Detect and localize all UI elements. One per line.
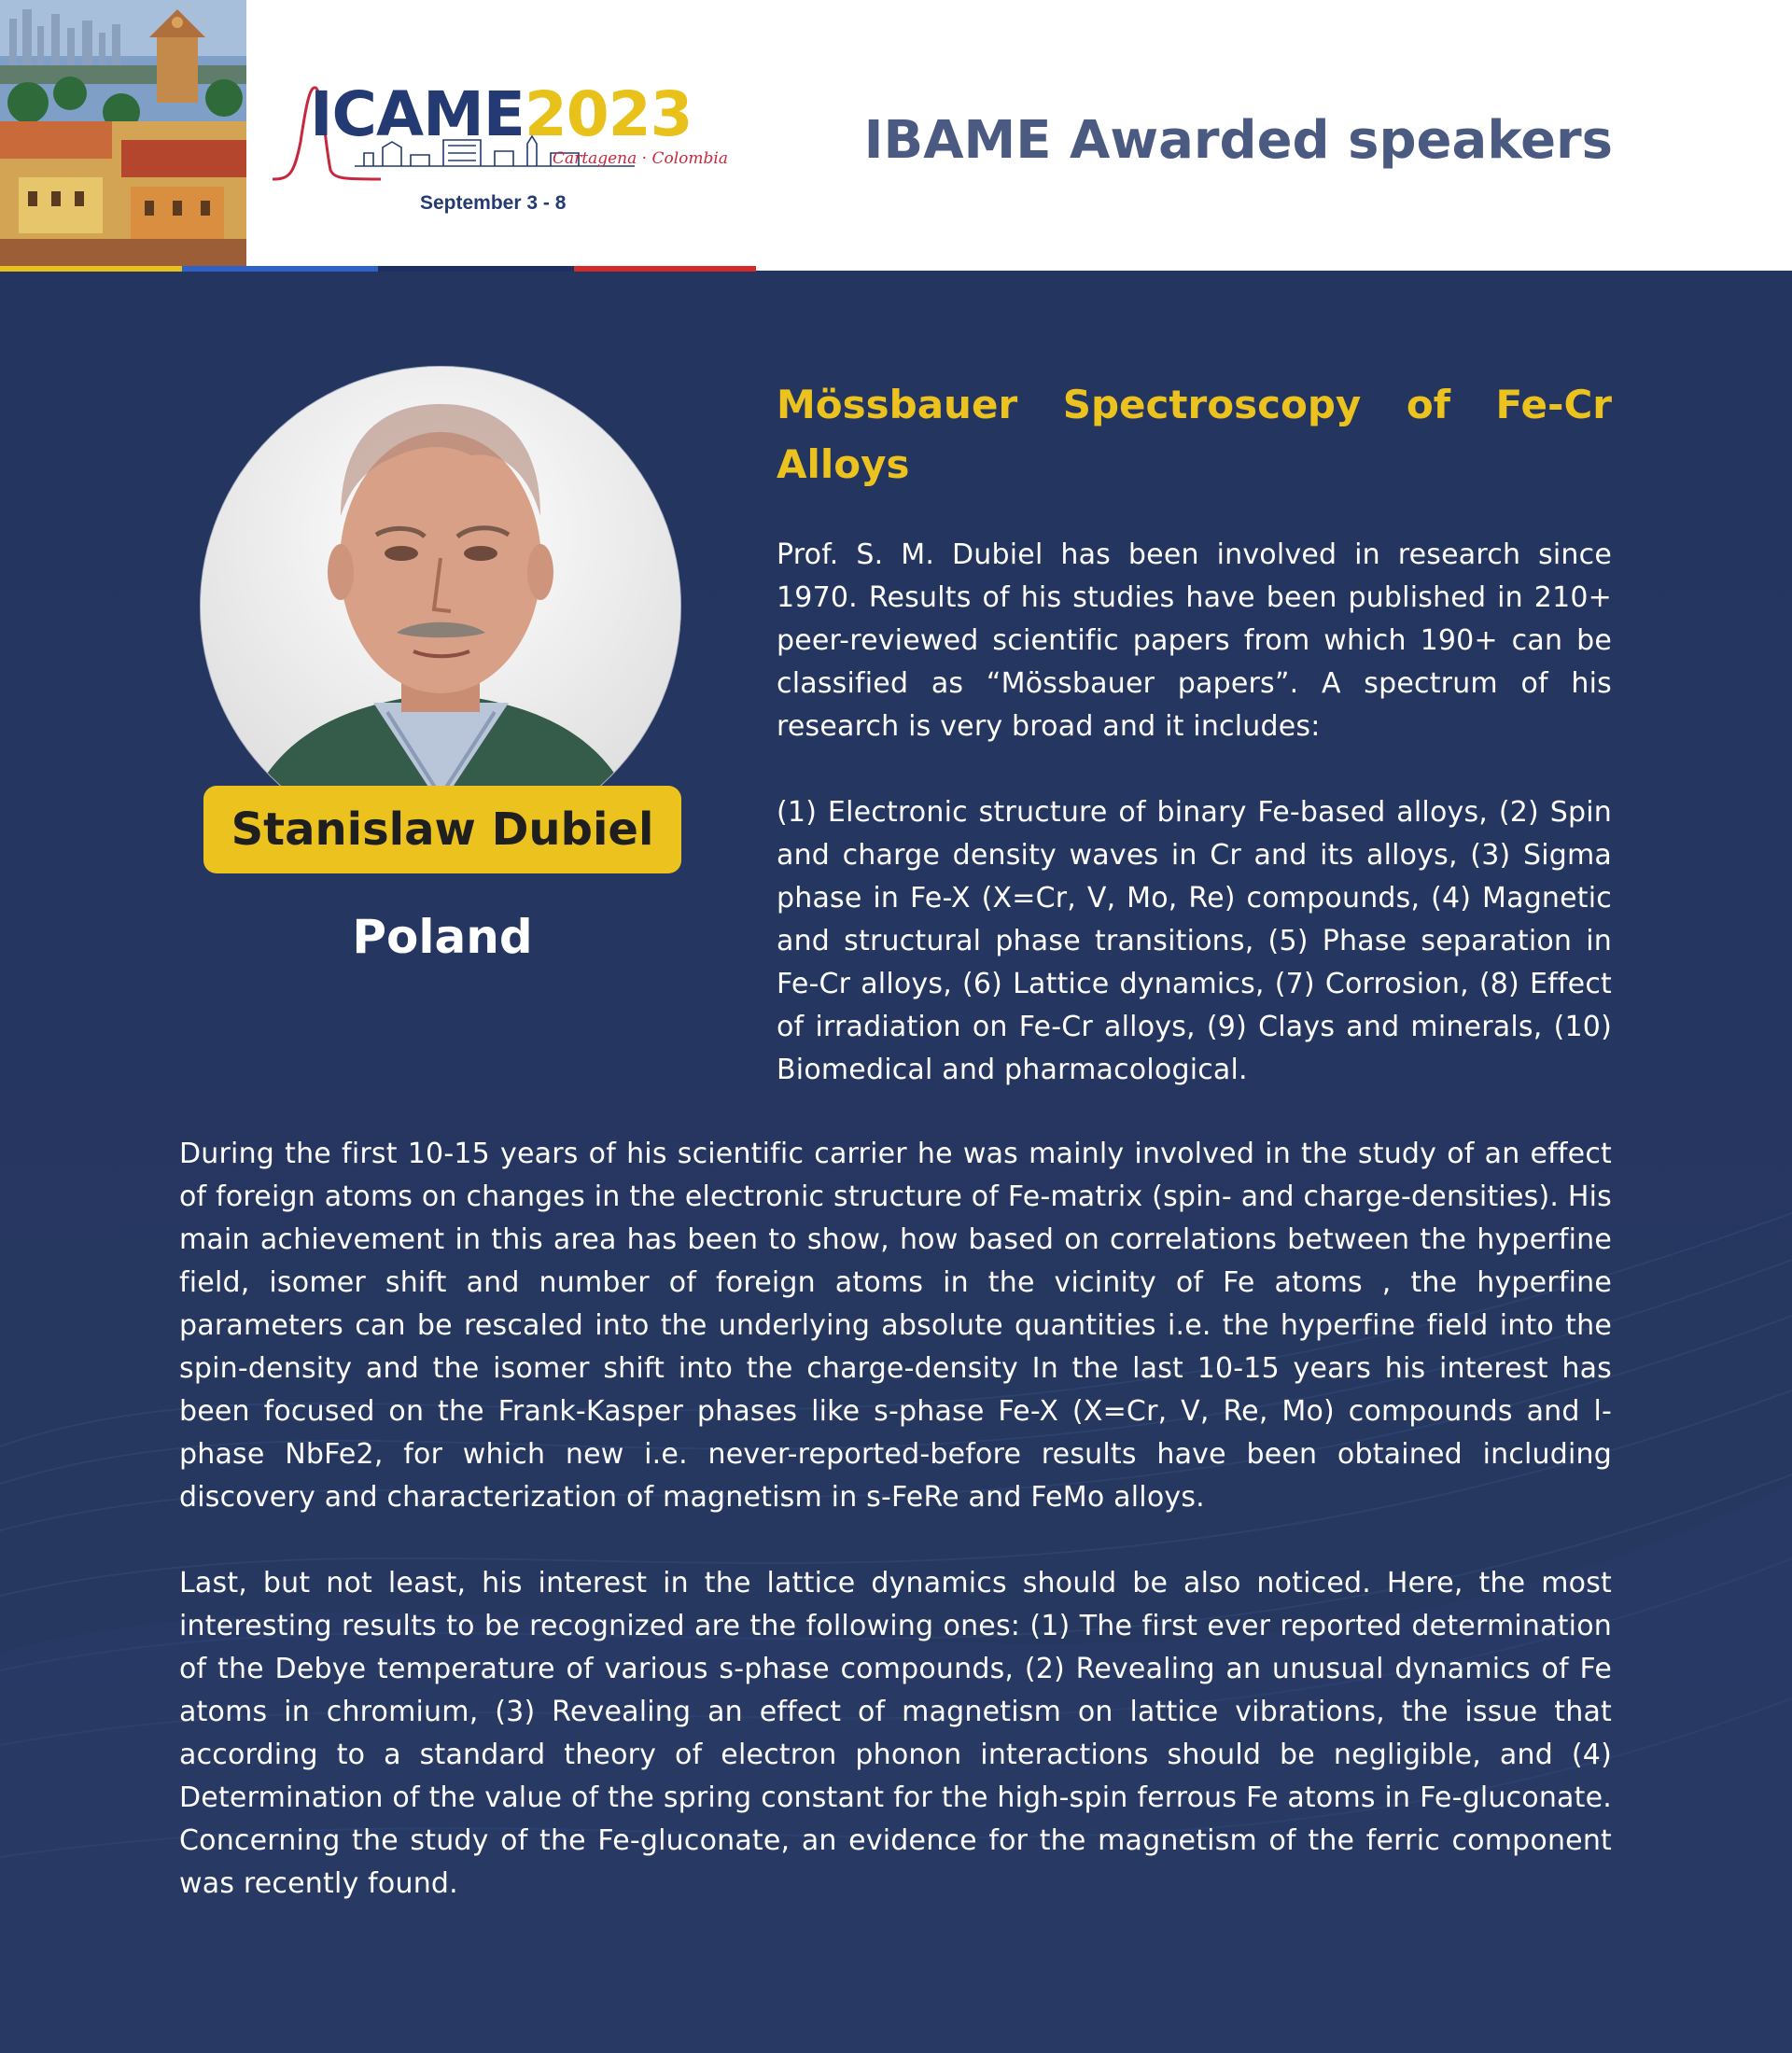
cartagena-city-photo	[0, 0, 246, 267]
logo-icame: ICAME	[310, 78, 525, 150]
speaker-photo	[201, 367, 680, 846]
bio-paragraph: Last, but not least, his interest in the lattice dynamics should be also noticed. Here, the most interesting results to be recognized are the following ones: (1) The first ever reported determination of the Debye temperature of various s-phase compounds, (2) Revealing an unusual dynamics of Fe atoms in chromium, (3) Revealing an effect of magnetism on lattice vibrations, the issue that according to a standard theory of electron phonon interactions should be negligible, and (4) Determination of the value of the spring constant for the high-spin ferrous Fe atoms in Fe-gluconate. Concerning the study of the Fe-gluconate, an evidence for the magnetism of the ferric component was recently found.	[179, 1567, 1612, 1900]
logo-year: 2023	[524, 78, 693, 150]
talk-title: Mössbauer Spectroscopy of Fe-Cr Alloys	[777, 382, 1612, 487]
bio-paragraph: Prof. S. M. Dubiel has been involved in research since 1970. Results of his studies have been published in 210+ peer-reviewed scientific papers from which 190+ can be classified as “Mössbauer papers”. A spectrum of his research is very broad and it includes:	[777, 538, 1612, 743]
speaker-portrait	[201, 367, 680, 846]
bio-paragraph: During the first 10-15 years of his scientific carrier he was mainly involved in the study of an effect of foreign atoms on changes in the electronic structure of Fe-matrix (spin- and charge-densities). His main achievement in this area has been to show, how based on correlations between the hyperfine field, isomer shift and number of foreign atoms in the vicinity of Fe atoms , the hyperfine parameters can be rescaled into the underlying absolute quantities i.e. the hyperfine field into the spin-density and the isomer shift into the charge-density In the last 10-15 years his interest has been focused on the Frank-Kasper phases like s-phase Fe-X (X=Cr, V, Re, Mo) compounds and l-phase NbFe2, for which new i.e. never-reported-before results have been obtained including discovery and characterization of magnetism in s-FeRe and FeMo alloys.	[179, 1138, 1612, 1514]
logo-subtitle: Cartagena · Colombia	[553, 149, 728, 168]
bio-right-column	[777, 534, 1612, 1092]
speaker-country: Poland	[352, 910, 533, 964]
speaker-name: Stanislaw Dubiel	[203, 786, 681, 873]
page-title: IBAME Awarded speakers	[863, 110, 1613, 171]
header	[0, 0, 1792, 271]
bio-paragraph: (1) Electronic structure of binary Fe-based alloys, (2) Spin and charge density waves in Cr and its alloys, (3) Sigma phase in Fe-X (X=Cr, V, Mo, Re) compounds, (4) Magnetic and structural phase transitions, (5) Phase separation in Fe-Cr alloys, (6) Lattice dynamics, (7) Corrosion, (8) Effect of irradiation on Fe-Cr alloys, (9) Clays and minerals, (10) Biomedical and pharmacological.	[777, 796, 1612, 1086]
flag-stripes	[0, 266, 756, 272]
event-dates: September 3 - 8	[420, 192, 567, 214]
bio-full-column	[179, 1133, 1612, 1906]
